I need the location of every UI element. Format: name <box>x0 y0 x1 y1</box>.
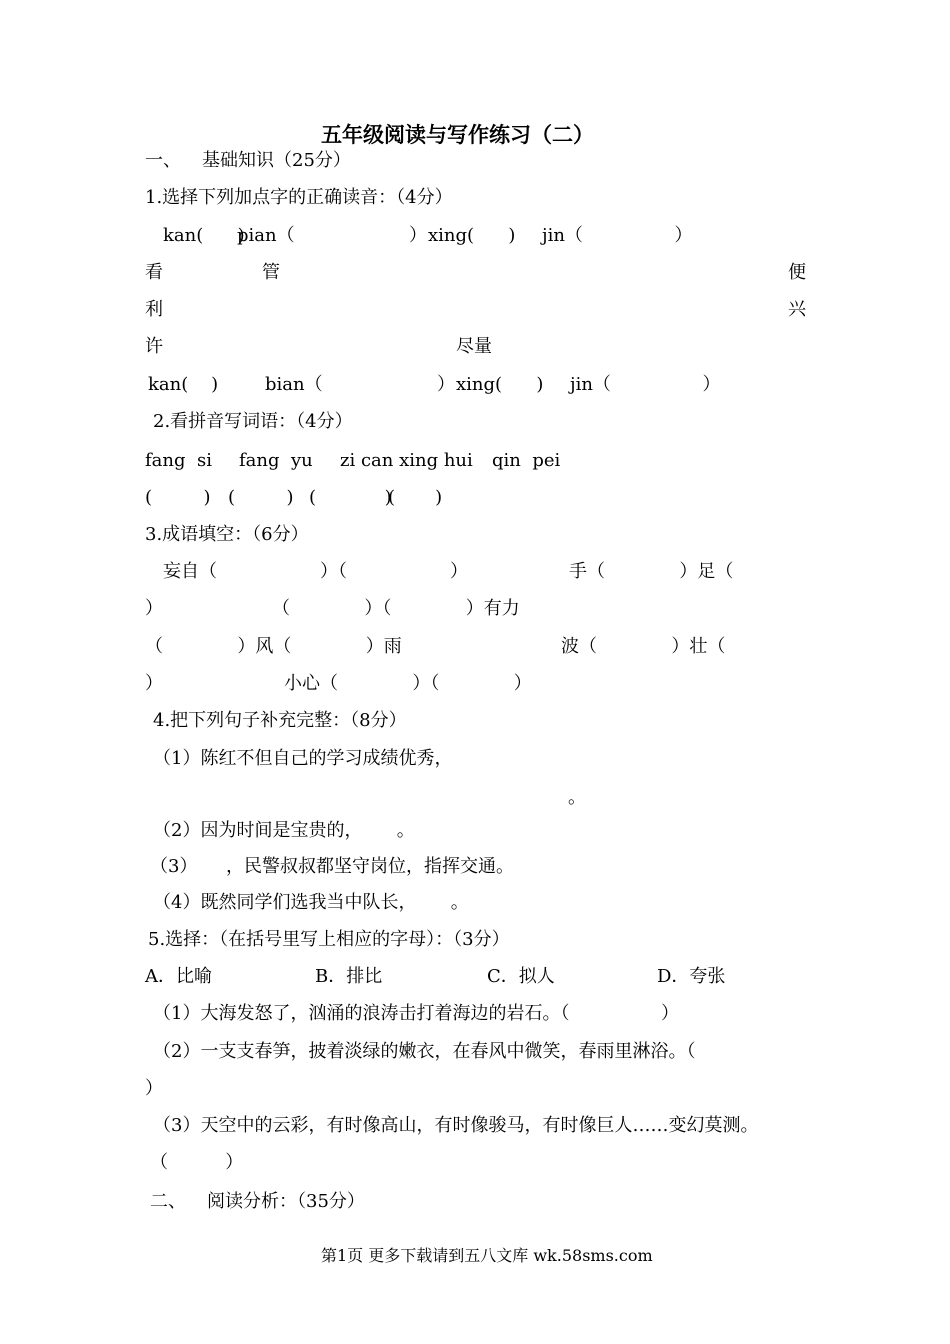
q1-row1-item: xing( ) <box>428 225 516 246</box>
q2-pinyin: qin pei <box>492 450 561 471</box>
q1-word: 尽量 <box>456 336 492 357</box>
q2-pinyin: zi can xing hui <box>340 450 473 471</box>
q1-word: 看 <box>145 262 163 283</box>
q4-item: （2）因为时间是宝贵的， 。 <box>153 820 415 841</box>
q2-blank: ( ) <box>309 487 392 508</box>
q5-option: C．拟人 <box>487 966 555 987</box>
q4-item: 。 <box>568 787 586 808</box>
q1-prompt: 1.选择下列加点字的正确读音：（4分） <box>145 187 453 208</box>
q3-line: ） <box>145 673 163 694</box>
q5-item: （2）一支支春笋，披着淡绿的嫩衣，在春风中微笑，春雨里淋浴。（ <box>153 1041 696 1062</box>
q1-row1-item: kan( ) <box>163 225 245 246</box>
q2-pinyin: fang si <box>145 450 212 471</box>
q2-pinyin: fang yu <box>239 450 313 471</box>
q3-line: 手（ ）足（ <box>569 561 734 582</box>
q5-item: ） <box>145 1078 163 1099</box>
section2-number: 二、 <box>150 1191 186 1212</box>
q2-blank: ( ) <box>228 487 294 508</box>
q5-item: （3）天空中的云彩，有时像高山，有时像骏马，有时像巨人……变幻莫测。 <box>153 1115 759 1136</box>
q1-word: 便 <box>788 262 806 283</box>
section1-number: 一、 <box>145 150 181 171</box>
q1-word: 利 <box>145 299 163 320</box>
q2-prompt: 2.看拼音写词语：（4分） <box>153 411 353 432</box>
q5-item: （1）大海发怒了，汹涌的浪涛击打着海边的岩石。（ ） <box>153 1003 679 1024</box>
q3-prompt: 3.成语填空：（6分） <box>145 524 309 545</box>
q2-blank: ( ) <box>388 487 443 508</box>
section1-heading: 基础知识（25分） <box>202 150 351 171</box>
section2-heading: 阅读分析：（35分） <box>207 1191 365 1212</box>
q1-row2-item: jin（ ） <box>570 374 721 395</box>
q3-line: ） <box>145 598 163 619</box>
q3-line: 小心（ ）（ ） <box>284 673 532 694</box>
q3-line: 妄自（ ）（ ） <box>163 561 468 582</box>
q5-prompt: 5.选择：（在括号里写上相应的字母）：（3分） <box>148 929 510 950</box>
q1-row2-item: xing( ) <box>456 374 544 395</box>
q4-item: （4）既然同学们选我当中队长， 。 <box>153 892 469 913</box>
q1-row1-item: jin（ ） <box>542 225 693 246</box>
q3-line: （ ）（ ）有力 <box>272 598 520 619</box>
q1-row2-item: kan( ) <box>148 374 219 395</box>
q1-row2-item: bian（ ） <box>265 374 456 395</box>
q5-option: B．排比 <box>315 966 383 987</box>
q1-row1-item: pian（ ） <box>237 225 428 246</box>
q3-line: （ ）风（ ）雨 <box>145 636 402 657</box>
q5-option: D．夸张 <box>657 966 726 987</box>
q4-item: （3） ，民警叔叔都坚守岗位，指挥交通。 <box>150 856 515 877</box>
q3-line: 波（ ）壮（ <box>561 636 726 657</box>
q5-option: A．比喻 <box>145 966 212 987</box>
q4-item: （1）陈红不但自己的学习成绩优秀， <box>153 748 453 769</box>
q1-word: 许 <box>145 336 163 357</box>
q4-prompt: 4.把下列句子补充完整：（8分） <box>153 710 407 731</box>
q1-word: 管 <box>262 262 280 283</box>
q5-item: （ ） <box>150 1152 244 1173</box>
q2-blank: ( ) <box>145 487 211 508</box>
q1-word: 兴 <box>788 299 806 320</box>
page-title: 五年级阅读与写作练习（二） <box>321 123 594 147</box>
page-footer: 第1页 更多下载请到五八文库 wk.58sms.com <box>321 1246 653 1265</box>
